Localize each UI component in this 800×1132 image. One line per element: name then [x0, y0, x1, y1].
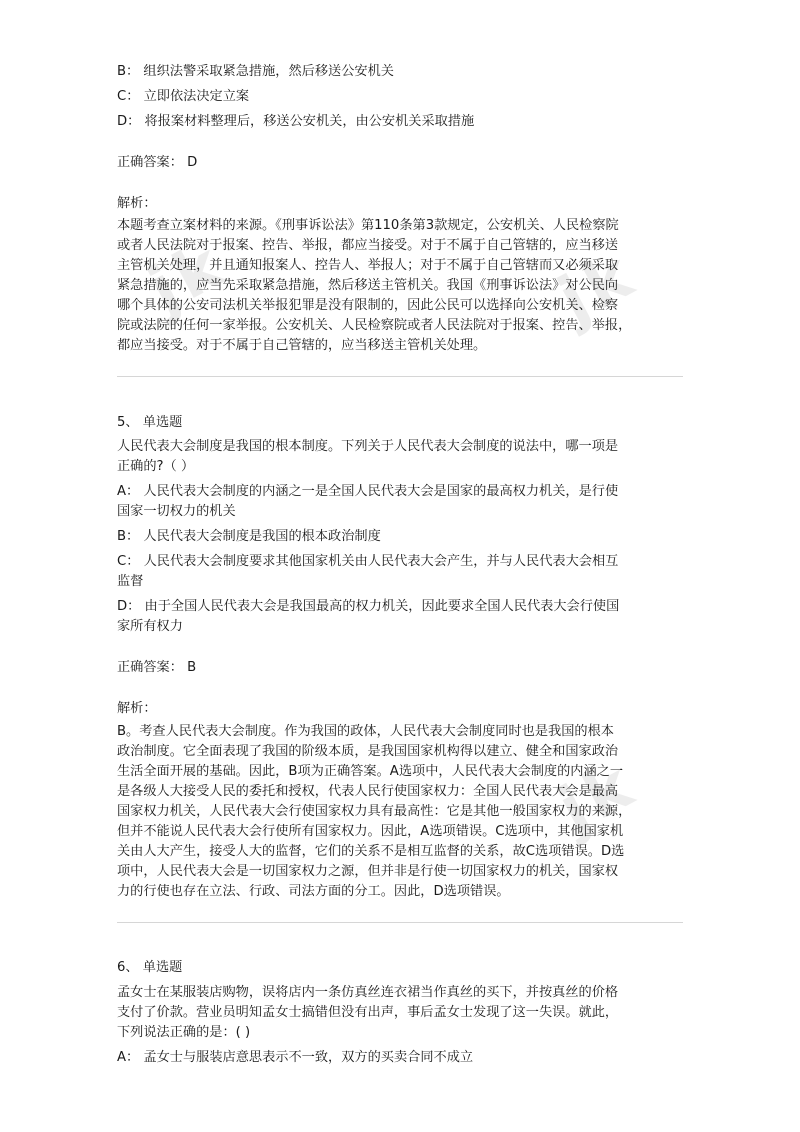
q6-stem-line: 下列说法正确的是：( ) — [117, 1025, 251, 1040]
q4-analysis-label: 解析： — [117, 196, 157, 211]
q6-header: 6、 单选题 — [117, 960, 183, 975]
q5-option-d-cont: 家所有权力 — [117, 619, 183, 634]
q5-analysis-line: 政治制度。它全面表现了我国的阶级本质，是我国国家机构得以建立、健全和国家政治 — [117, 744, 619, 759]
q5-analysis-label: 解析： — [117, 701, 157, 716]
q5-analysis-line: 力的行使也存在立法、行政、司法方面的分工。因此，D选项错误。 — [117, 884, 510, 899]
q5-analysis-line: 项中，人民代表大会是一切国家权力之源，但并非是行使一切国家权力的机关，国家权 — [117, 864, 619, 879]
watermark: jk — [137, 226, 240, 328]
q5-option-a-cont: 国家一切权力的机关 — [117, 504, 236, 519]
q5-analysis-line: 但并不能说人民代表大会行使所有国家权力。因此，A选项错误。C选项中，其他国家机 — [117, 824, 624, 839]
q4-option-b: B： 组织法警采取紧急措施，然后移送公安机关 — [117, 64, 394, 79]
q4-analysis-line: 院或法院的任何一家举报。公安机关、人民检察院或者人民法院对于报案、控告、举报， — [117, 318, 632, 333]
watermark: jk — [547, 236, 650, 338]
q4-analysis-line: 紧急措施的，应当先采取紧急措施，然后移送主管机关。我国《刑事诉讼法》对公民向 — [117, 278, 619, 293]
question-divider — [117, 376, 683, 377]
q5-option-d: D： 由于全国人民代表大会是我国最高的权力机关，因此要求全国人民代表大会行使国 — [117, 599, 620, 614]
q4-answer: 正确答案： D — [117, 155, 198, 170]
q5-option-b: B： 人民代表大会制度是我国的根本政治制度 — [117, 529, 381, 544]
q4-analysis-line: 或者人民法院对于报案、控告、举报，都应当接受。对于不属于自己管辖的，应当移送 — [117, 238, 619, 253]
question-divider — [117, 922, 683, 923]
q4-analysis-line: 本题考查立案材料的来源。《刑事诉讼法》第110条第3款规定，公安机关、人民检察院 — [117, 218, 619, 233]
q6-stem-line: 支付了价款。营业员明知孟女士搞错但没有出声，事后孟女士发现了这一失误。就此， — [117, 1005, 619, 1020]
q5-option-c-cont: 监督 — [117, 574, 144, 589]
q5-analysis-line: 是各级人大接受人民的委托和授权，代表人民行使国家权力：全国人民代表大会是最高 — [117, 784, 619, 799]
q5-answer: 正确答案： B — [117, 660, 197, 675]
watermark: jk — [547, 746, 650, 848]
q4-analysis-line: 主管机关处理，并且通知报案人、控告人、举报人；对于不属于自己管辖而又必须采取 — [117, 258, 619, 273]
q5-analysis-line: 关由人大产生，接受人大的监督，它们的关系不是相互监督的关系，故C选项错误。D选 — [117, 844, 625, 859]
q4-option-d: D： 将报案材料整理后，移送公安机关，由公安机关采取措施 — [117, 114, 475, 129]
q4-analysis-line: 哪个具体的公安司法机关举报犯罪是没有限制的，因此公民可以选择向公安机关、检察 — [117, 298, 619, 313]
q4-analysis-line: 都应当接受。对于不属于自己管辖的，应当移送主管机关处理。 — [117, 338, 487, 353]
q6-stem-line: 孟女士在某服装店购物，误将店内一条仿真丝连衣裙当作真丝的买下，并按真丝的价格 — [117, 985, 619, 1000]
q5-analysis-line: 生活全面开展的基础。因此，B项为正确答案。A选项中，人民代表大会制度的内涵之一 — [117, 764, 624, 779]
q6-option-a: A： 孟女士与服装店意思表示不一致，双方的买卖合同不成立 — [117, 1050, 474, 1065]
q5-option-c: C： 人民代表大会制度要求其他国家机关由人民代表大会产生，并与人民代表大会相互 — [117, 554, 619, 569]
q5-header: 5、 单选题 — [117, 415, 183, 430]
q4-option-c: C： 立即依法决定立案 — [117, 89, 250, 104]
q5-stem-line: 正确的?（ ） — [117, 459, 195, 474]
q5-analysis-line: B。考查人民代表大会制度。作为我国的政体，人民代表大会制度同时也是我国的根本 — [117, 724, 614, 739]
q5-analysis-line: 国家权力机关，人民代表大会行使国家权力具有最高性：它是其他一般国家权力的来源， — [117, 804, 632, 819]
q5-option-a: A： 人民代表大会制度的内涵之一是全国人民代表大会是国家的最高权力机关，是行使 — [117, 484, 619, 499]
q5-stem-line: 人民代表大会制度是我国的根本制度。下列关于人民代表大会制度的说法中，哪一项是 — [117, 439, 619, 454]
